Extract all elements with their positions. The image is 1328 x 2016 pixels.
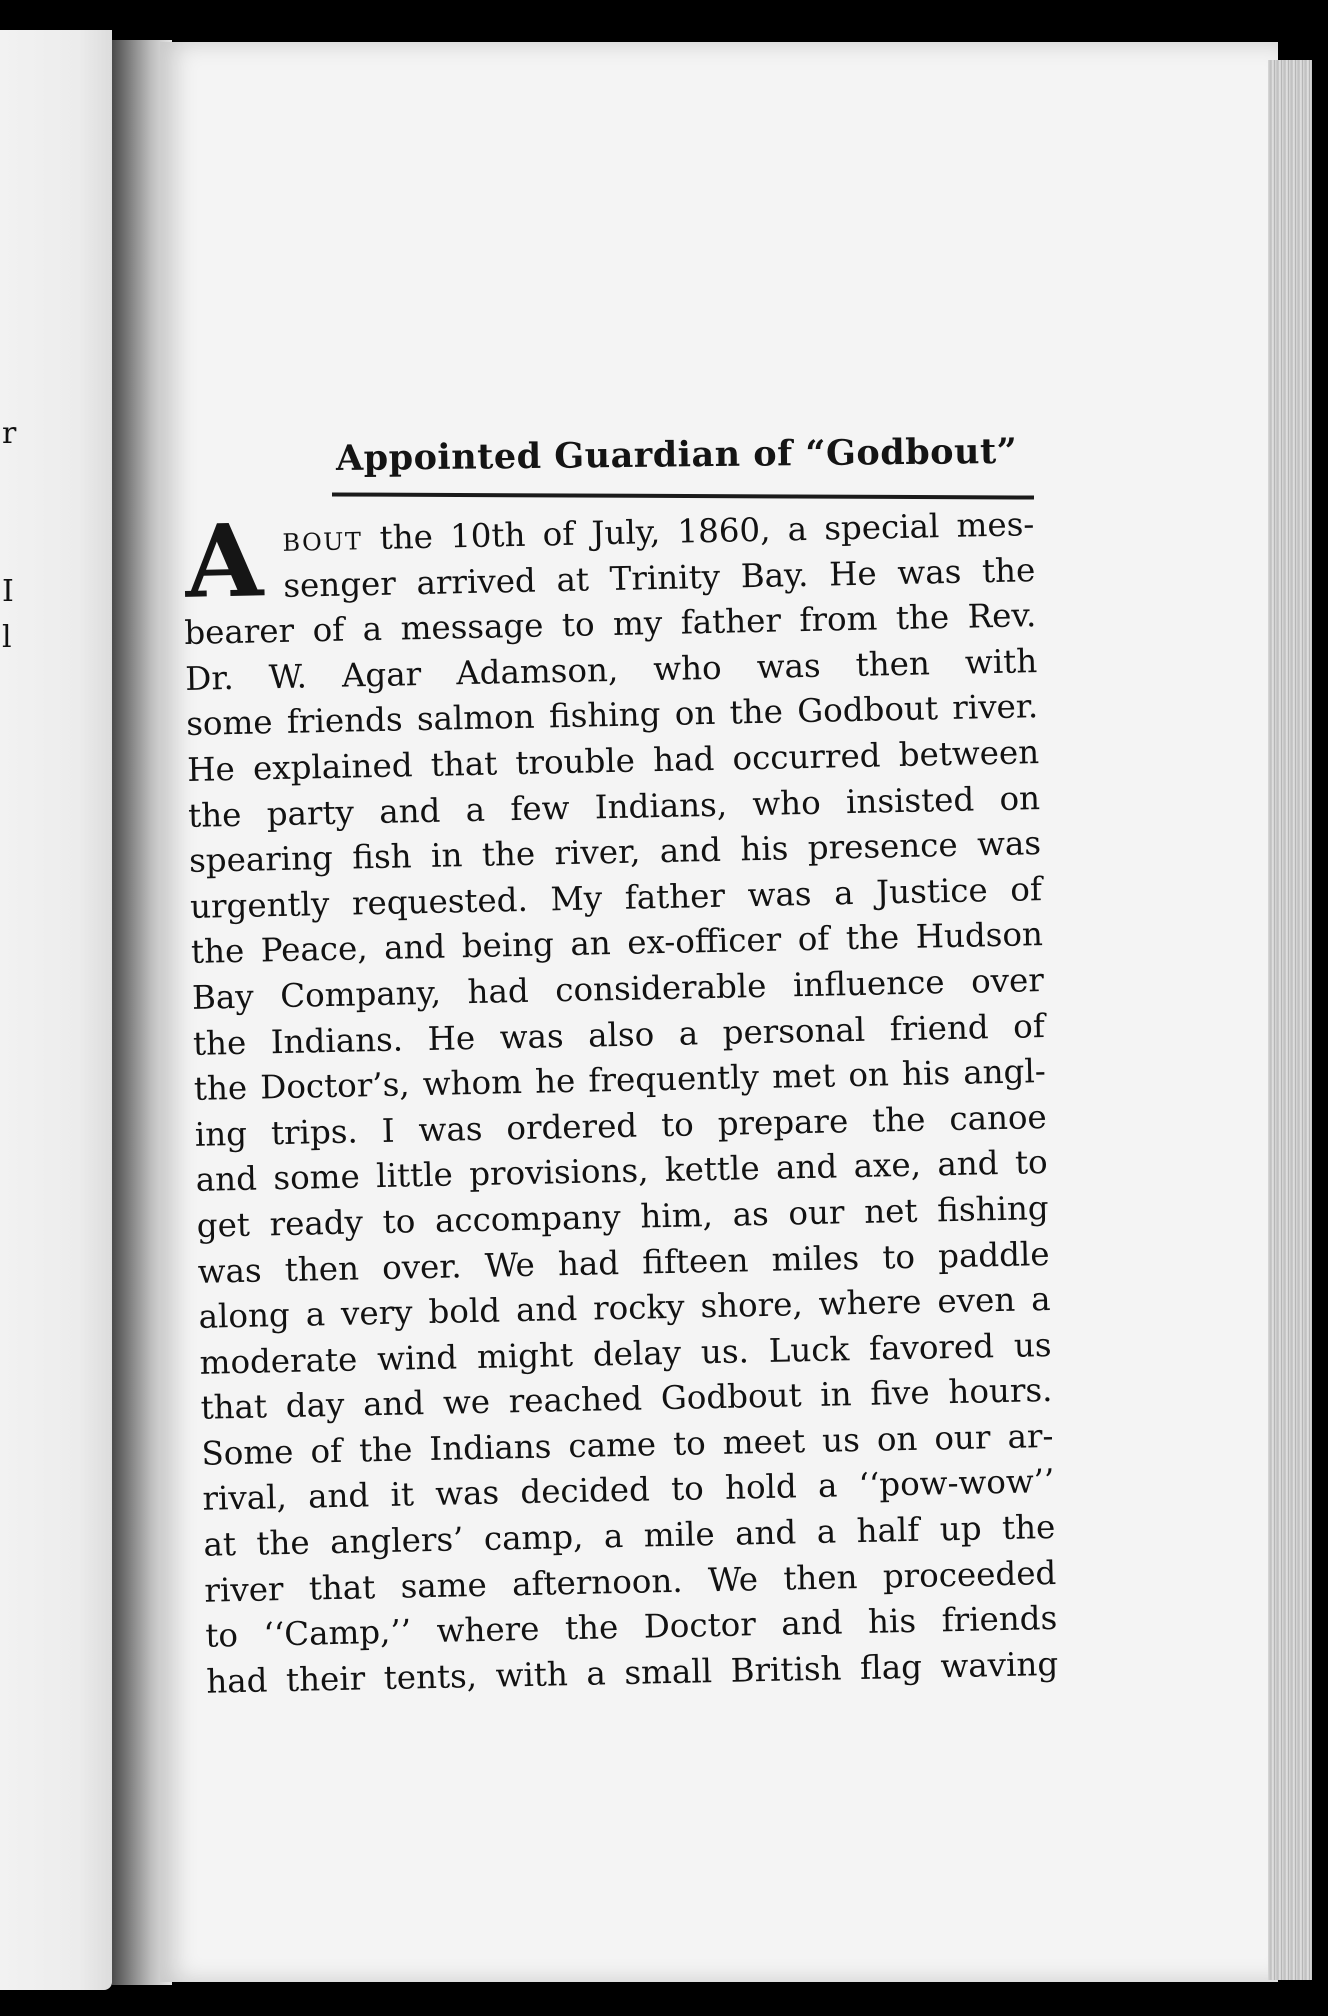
- text-line: Dr. W. Agar Adamson, who was then with: [184, 641, 1038, 698]
- line-text: the 10th of July, 1860, a special mes-: [362, 505, 1035, 558]
- text-line: the party and a few Indians, who insisted on: [187, 778, 1041, 835]
- text-line: the Indians. He was also a personal friend of: [192, 1006, 1046, 1063]
- text-line: was then over. We had fifteen miles to paddle: [197, 1234, 1050, 1291]
- text-line: some friends salmon fishing on the Godbout river.: [185, 687, 1039, 744]
- chapter-heading: Appointed Guardian of “Godbout”: [335, 430, 1018, 479]
- text-line: along a very bold and rocky shore, where even a: [198, 1280, 1051, 1336]
- left-page-fragment: l: [2, 620, 12, 655]
- text-line: Some of the Indians came to meet us on our ar-: [201, 1416, 1054, 1473]
- text-line: at the anglers’ camp, a mile and a half up the: [203, 1507, 1056, 1564]
- text-line: the Doctor’s, whom he frequently met on his angl-: [193, 1052, 1047, 1108]
- text-line: ing trips. I was ordered to prepare the canoe: [194, 1097, 1048, 1154]
- opening-smallcaps: BOUT: [282, 527, 363, 557]
- text-line: bearer of a message to my father from the Rev.: [183, 596, 1037, 653]
- body-paragraph: [182, 502, 1059, 1705]
- drop-cap-letter: A: [183, 501, 264, 621]
- left-page-edge: [0, 30, 112, 1990]
- text-line: that day and we reached Godbout in five hours.: [200, 1371, 1053, 1428]
- text-line: the Peace, and being an ex-officer of the Hudson: [190, 915, 1044, 972]
- text-line: He explained that trouble had occurred between: [186, 733, 1040, 789]
- left-page-fragment: r: [2, 416, 17, 451]
- text-line: had their tents, with a small British flag waving: [205, 1644, 1059, 1701]
- text-line: spearing fish in the river, and his presence was: [188, 824, 1042, 881]
- text-line: Bay Company, had considerable influence over: [191, 960, 1045, 1017]
- page-stack-edge: [1268, 60, 1312, 1980]
- text-line: and some little provisions, kettle and axe, and to: [195, 1143, 1049, 1200]
- text-line: river that same afternoon. We then proceeded: [204, 1553, 1057, 1610]
- text-line: rival, and it was decided to hold a ‘‘pow-wow’’: [202, 1462, 1055, 1519]
- text-line: moderate wind might delay us. Luck favored us: [199, 1325, 1052, 1382]
- text-line: get ready to accompany him, as our net fishing: [196, 1188, 1049, 1245]
- text-line: urgently requested. My father was a Justice of: [189, 869, 1043, 926]
- left-page-fragment: I: [2, 574, 14, 609]
- text-line: senger arrived at Trinity Bay. He was the: [282, 550, 1036, 605]
- text-line: to ‘‘Camp,’’ where the Doctor and his friends: [204, 1599, 1058, 1656]
